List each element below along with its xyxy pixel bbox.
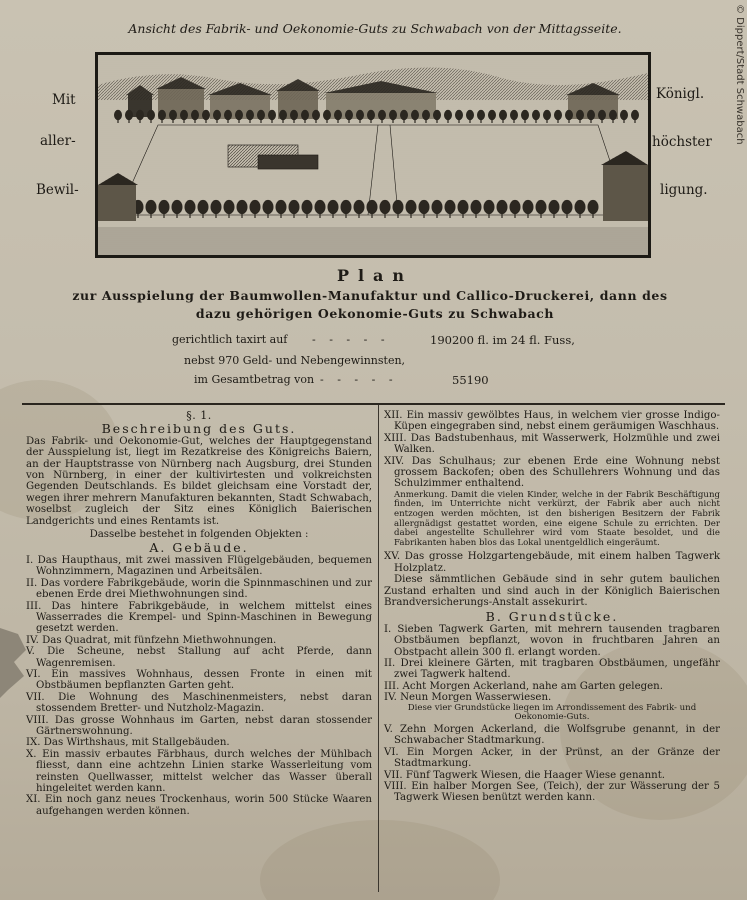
engraving-tree [484,200,495,214]
valuation-value: 55190 [452,373,489,387]
engraving-tree-trunk [601,119,602,123]
engraving-tree-trunk [326,119,327,123]
engraving-tree-trunk [436,119,437,123]
engraving-tree [497,200,508,214]
engraving-tree-trunk [502,119,503,123]
list-item: X. Ein massiv erbautes Färbhaus, durch welches der Mühlbach fliesst, dann eine achtzehn Linien starke Wasserleitung vom reinsten Quellwasser, mittelst welcher das Wasser überall hingeleitet werden kann. [26,748,372,794]
engraving-tree-trunk [546,119,547,123]
valuation-row [194,373,614,391]
engraving-tree [191,110,199,120]
engraving-tree [125,110,133,120]
plan-subtitle-line-1: zur Ausspielung der Baumwollen-Manufaktur und Callico-Druckerei, dann des [72,288,668,303]
engraving-tree-trunk [241,213,242,219]
engraving-tree-trunk [612,119,613,123]
engraving-tree [147,110,155,120]
engraving-tree-trunk [194,119,195,123]
engraving-tree-trunk [579,213,580,219]
engraving-tree-trunk [425,119,426,123]
engraving-tree-trunk [535,119,536,123]
engraving-tree [543,110,551,120]
engraving-tree-trunk [205,119,206,123]
engraving-tree-trunk [189,213,190,219]
engraving-tree [380,200,391,214]
valuation-dashes: - - - - - [320,373,398,386]
engraving-tree [378,110,386,120]
engraving-tree-trunk [260,119,261,123]
list-item: IV. Neun Morgen Wasserwiesen. [384,692,552,704]
paper-stain [260,820,500,900]
engraving-tree-trunk [238,119,239,123]
engraving-tree-trunk [150,119,151,123]
engraving-tree [432,200,443,214]
estate-engraving [95,52,651,258]
engraving-tree [235,110,243,120]
engraving-tree-trunk [447,119,448,123]
engraving-tree [458,200,469,214]
engraving-tree [213,110,221,120]
engraving-tree-trunk [249,119,250,123]
objects-intro: Dasselbe bestehet in folgenden Objekten : [89,529,309,541]
engraving-tree-trunk [371,213,372,219]
engraving-tree [499,110,507,120]
engraving-tree-trunk [590,119,591,123]
list-item: II. Das vordere Fabrikgebäude, worin die Spinnmaschinen und zur ebenen Erde drei Miethwohnungen sind. [26,577,372,601]
part-b-title: B. Grundstücke. [485,609,619,625]
engraving-tree-trunk [139,119,140,123]
valuation-row [184,354,604,372]
paper-tear [0,628,30,698]
engraving-tree-trunk [271,119,272,123]
engraving-tree-trunk [183,119,184,123]
valuation-label: im Gesamtbetrag von [194,373,315,386]
plan-subtitle-line-2: dazu gehörigen Oekonomie-Guts zu Schwabach [195,306,555,321]
list-item: V. Die Scheune, nebst Stallung auf acht Pferde, dann Wagenremisen. [26,646,372,669]
right-word-1: Königl. [656,86,705,102]
engraving-tree-trunk [359,119,360,123]
engraving-tree [276,200,287,214]
engraving-tree-trunk [403,119,404,123]
horizontal-rule [22,403,725,405]
engraving-tree-trunk [540,213,541,219]
engraving-tree [588,200,599,214]
engraving-tree-trunk [227,119,228,123]
engraving-tree [354,200,365,214]
engraving-tree-trunk [423,213,424,219]
engraving-tree [411,110,419,120]
list-item: I. Das Haupthaus, mit zwei massiven Flügelgebäuden, bequemen Wohnzimmern, Magazinen und Arbeitsälen. [26,554,372,578]
engraving-tree-trunk [381,119,382,123]
engraving-tree [389,110,397,120]
engraving-tree [268,110,276,120]
engraving-tree-trunk [128,119,129,123]
list-item: VII. Die Wohnung des Maschinenmeisters, nebst daran stossendem Bretter- und Nutzholz-Magazin. [26,691,372,715]
list-item: XIII. Das Badstubenhaus, mit Wasserwerk, Holzmühle und zwei Walken. [384,432,720,456]
list-item: II. Drei kleinere Gärten, mit tragbaren Obstbäumen, ungefähr zwei Tagwerk haltend. [384,658,720,681]
engraving-tree-trunk [392,119,393,123]
engraving-tree [302,200,313,214]
engraving-tree [562,200,573,214]
engraving-tree-trunk [566,213,567,219]
engraving-tree [521,110,529,120]
column-divider [378,405,379,892]
engraving-tree-trunk [337,119,338,123]
part-a-title: A. Gebäude. [149,540,249,556]
list-item: I. Sieben Tagwerk Garten, mit mehrern tausenden tragbaren Obstbäumen bepflanzt, wovon in fruchtbaren Jahren an Obstpacht allein 300 fl. erlangt worden. [384,623,720,658]
engraving-tree [246,110,254,120]
engraving-tree-trunk [280,213,281,219]
engraving-tree [136,110,144,120]
list-item: IV. Das Quadrat, mit fünfzehn Miethwohnungen. [26,634,277,646]
engraving-tree-trunk [176,213,177,219]
engraving-tree-trunk [462,213,463,219]
engraving-tree [159,200,170,214]
engraving-tree [263,200,274,214]
engraving-tree-trunk [475,213,476,219]
engraving-tree [400,110,408,120]
engraving-tree-trunk [557,119,558,123]
engraving-tree-trunk [137,213,138,219]
remark-note: Anmerkung. Damit die vielen Kinder, welche in der Fabrik Beschäftigung finden, im Unterrichte nicht verkürzt, der Fabrik aber auch nicht entzogen werden möchten, ist den bisherigen Besitzern der Fabrik allergnädigst gestattet worden, eine eigene Schule zu errichten. Der dabei angestellte Schullehrer wird vom Staate besoldet, und die Fabrikanten haben blos das Lokal unentgeldlich eingeräumt. [394,489,720,548]
engraving-tree-trunk [282,119,283,123]
engraving-tree [345,110,353,120]
engraving-tree-trunk [634,119,635,123]
engraving-tree [444,110,452,120]
engraving-tree [422,110,430,120]
left-word-1: Mit [52,92,76,108]
list-item: III. Das hintere Fabrikgebäude, in welchem mittelst eines Wasserrades die Krempel- und Spinn-Maschinen in Bewegung gesetzt werden. [26,600,372,635]
engraving-tree [224,200,235,214]
engraving-tree [114,110,122,120]
engraving-tree-trunk [293,213,294,219]
intro-paragraph: Das Fabrik- und Oekonomie-Gut, welches der Hauptgegenstand der Ausspielung ist, liegt im Rezatkreise des Königreichs Baiern, an der Hauptstrasse von Nürnberg nach Augsburg, drei Stunden von Nürnberg, in einer der kultivirtesten und volkreichsten Gegenden Deutschlands. Es bildet gleichsam eine Vorstadt der, wegen ihrer mehrern Manufakturen bekannten, Stadt Schwabach, woselbst zugleich der Sitz eines Königlich Baierischen Landgerichts und eines Rentamts ist. [26,435,372,527]
engraving-tree-trunk [202,213,203,219]
engraving-tree [356,110,364,120]
list-item: VI. Ein Morgen Acker, in der Prünst, an der Gränze der Stadtmarkung. [384,746,720,770]
list-item: XV. Das grosse Holzgartengebäude, mit einem halben Tagwerk Holzplatz. [384,551,720,574]
engraving-tree-trunk [623,119,624,123]
section-number: §. 1. [186,409,212,422]
engraving-tree [328,200,339,214]
engraving-tree [237,200,248,214]
engraving-tree [576,110,584,120]
engraving-tree [598,110,606,120]
list-item: III. Acht Morgen Ackerland, nahe am Garten gelegen. [384,680,663,692]
engraving-tree [565,110,573,120]
engraving-tree-trunk [267,213,268,219]
engraving-tree-trunk [568,119,569,123]
engraving-illustration [98,55,648,255]
engraving-tree-trunk [370,119,371,123]
right-word-2: höchster [652,134,712,150]
engraving-tree [202,110,210,120]
section-title: Beschreibung des Guts. [101,421,297,437]
view-title: Ansicht des Fabrik- und Oekonomie-Guts zu Schwabach von der Mittagsseite. [128,21,622,36]
engraving-tree [445,200,456,214]
engraving-tree [523,200,534,214]
engraving-tree [510,110,518,120]
engraving-tree [289,200,300,214]
engraving-tree-trunk [150,213,151,219]
engraving-tree [279,110,287,120]
list-item: V. Zehn Morgen Ackerland, die Wolfsgrube genannt, in der Schwabacher Stadtmarkung. [384,723,720,747]
plan-title: Plan [336,266,414,285]
list-item: IX. Das Wirthshaus, mit Stallgebäuden. [26,737,230,749]
engraving-tree [367,110,375,120]
engraving-tree [549,200,560,214]
engraving-tree-trunk [501,213,502,219]
left-column [26,410,372,817]
engraving-tree-trunk [215,213,216,219]
engraving-tree-trunk [228,213,229,219]
summary-paragraph: Diese sämmtlichen Gebäude sind in sehr gutem baulichen Zustand erhalten und sind auch in der Königlich Baierischen Brandversicherungs-Anstalt assekurirt. [384,574,720,609]
engraving-tree-trunk [315,119,316,123]
engraving-tree [609,110,617,120]
engraving-tree [455,110,463,120]
engraving-tree [211,200,222,214]
engraving-tree [477,110,485,120]
engraving-tree [224,110,232,120]
valuation-value: 190200 fl. im 24 fl. Fuss, [430,333,575,347]
list-item: XIV. Das Schulhaus; zur ebenen Erde eine Wohnung nebst grossem Backofen; oben des Schullehrers Wohnung und das Schulzimmer enthaltend. [384,455,720,490]
engraving-tree [631,110,639,120]
engraving-tree-trunk [384,213,385,219]
engraving-tree [158,110,166,120]
engraving-tree-trunk [163,213,164,219]
engraving-tree [315,200,326,214]
watermark-text: © Dippert/Stadt Schwabach [734,4,745,145]
engraving-tree [419,200,430,214]
engraving-tree-trunk [216,119,217,123]
engraving-tree-trunk [358,213,359,219]
engraving-tree-trunk [592,213,593,219]
engraving-tree [575,200,586,214]
engraving-tree [367,200,378,214]
list-item: XI. Ein noch ganz neues Trockenhaus, worin 500 Stücke Waaren aufgehangen werden können. [26,794,372,817]
engraving-tree [146,200,157,214]
engraving-tree-trunk [449,213,450,219]
plots-note: Diese vier Grundstücke liegen im Arrondissement des Fabrik- und Oekonomie-Guts. [407,702,697,723]
list-item: VIII. Das grosse Wohnhaus im Garten, nebst daran stossender Gärtnerswohnung. [26,714,372,737]
engraving-tree [532,110,540,120]
engraving-tree [180,110,188,120]
engraving-tree-trunk [397,213,398,219]
engraving-tree [510,200,521,214]
left-word-3: Bewil- [36,182,79,198]
engraving-tree-trunk [514,213,515,219]
engraving-tree-trunk [553,213,554,219]
engraving-tree-trunk [410,213,411,219]
engraving-tree-trunk [491,119,492,123]
list-item: VI. Ein massives Wohnhaus, dessen Fronte in einen mit Obstbäumen bepflanzten Garten geht. [26,668,372,692]
engraving-tree [172,200,183,214]
engraving-tree [312,110,320,120]
engraving-tree [587,110,595,120]
engraving-tree-trunk [172,119,173,123]
engraving-tree-trunk [304,119,305,123]
engraving-tree [250,200,261,214]
engraving-tree [301,110,309,120]
engraving-tree-trunk [306,213,307,219]
engraving-tree [471,200,482,214]
engraving-tree-trunk [117,119,118,123]
engraving-tree-trunk [527,213,528,219]
engraving-tree [554,110,562,120]
engraving-tree-trunk [579,119,580,123]
engraving-tree-trunk [480,119,481,123]
engraving-tree [323,110,331,120]
valuation-label: nebst 970 Geld- und Nebengewinnsten, [184,354,406,367]
left-word-2: aller- [40,133,76,149]
right-word-3: ligung. [660,182,708,198]
engraving-tree [433,110,441,120]
engraving-tree [185,200,196,214]
engraving-tree-trunk [436,213,437,219]
engraving-tree-trunk [254,213,255,219]
engraving-tree-trunk [458,119,459,123]
engraving-tree-trunk [513,119,514,123]
engraving-tree [620,110,628,120]
engraving-tree [257,110,265,120]
engraving-tree [466,110,474,120]
buildings-list [26,555,372,817]
engraving-tree-trunk [414,119,415,123]
engraving-tree-trunk [488,213,489,219]
engraving-tree-trunk [161,119,162,123]
engraving-tree-trunk [469,119,470,123]
valuation-row [172,333,612,351]
engraving-tree [334,110,342,120]
engraving-tree-trunk [524,119,525,123]
list-item: VII. Fünf Tagwerk Wiesen, die Haager Wiese genannt. [384,769,666,781]
engraving-tree [290,110,298,120]
copyright-watermark [733,4,745,174]
engraving-tree-trunk [345,213,346,219]
engraving-tree [488,110,496,120]
list-item: VIII. Ein halber Morgen See, (Teich), der zur Wässerung der 5 Tagwerk Wiesen benützt werden kann. [384,780,720,804]
engraving-tree-trunk [319,213,320,219]
engraving-tree [393,200,404,214]
engraving-tree [341,200,352,214]
valuation-label: gerichtlich taxirt auf [172,333,288,346]
right-column [384,410,720,804]
engraving-tree [406,200,417,214]
engraving-tree [198,200,209,214]
engraving-tree [536,200,547,214]
engraving-tree [169,110,177,120]
engraving-tree-trunk [332,213,333,219]
list-item: XII. Ein massiv gewölbtes Haus, in welchem vier grosse Indigo-Küpen eingegraben sind, nebst einem geräumigen Waschhaus. [384,410,720,433]
valuation-dashes: - - - - - [312,333,390,346]
engraving-tree-trunk [293,119,294,123]
engraving-tree-trunk [348,119,349,123]
